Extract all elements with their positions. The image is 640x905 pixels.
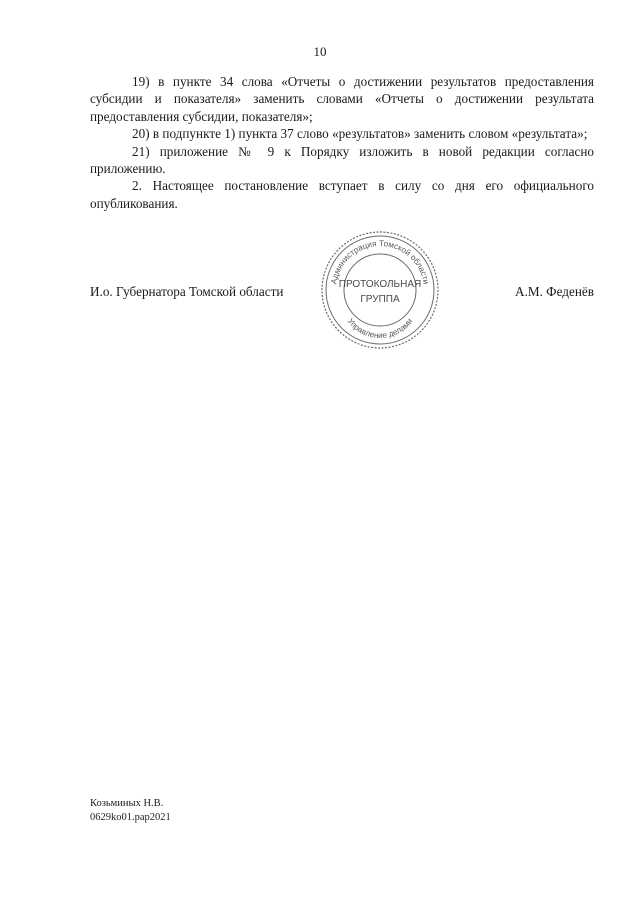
paragraph-20: 20) в подпункте 1) пункта 37 слово «результатов» заменить словом «результата»;	[132, 126, 588, 142]
official-stamp	[318, 228, 442, 352]
stamp-center-line2: ГРУППА	[360, 294, 400, 305]
stamp-ring-bottom: Управление делами	[345, 316, 415, 341]
signatory-name: А.М. Феденёв	[515, 284, 594, 299]
footer-code: 0629ko01.pap2021	[90, 812, 171, 823]
document-footer	[90, 797, 171, 825]
document-body	[90, 73, 594, 212]
stamp-seal-icon	[318, 228, 442, 352]
stamp-ring-top: Администрация Томской области	[329, 238, 431, 285]
signatory-title: И.о. Губернатора Томской области	[90, 284, 284, 299]
stamp-center-line1: ПРОТОКОЛЬНАЯ	[338, 279, 422, 290]
page-number: 10	[313, 44, 327, 59]
paragraph-21: 21) приложение № 9 к Порядку изложить в новой редакции согласно приложению.	[90, 143, 594, 177]
paragraph-19: 19) в пункте 34 слова «Отчеты о достижении результатов предоставления субсидии и показателя» заменить словами «Отчеты о достижении результата предоставления субсидии, показателя»;	[90, 74, 594, 124]
footer-author: Козьминых Н.В.	[90, 798, 164, 809]
paragraph-2: 2. Настоящее постановление вступает в силу со дня его официального опубликования.	[90, 178, 594, 211]
